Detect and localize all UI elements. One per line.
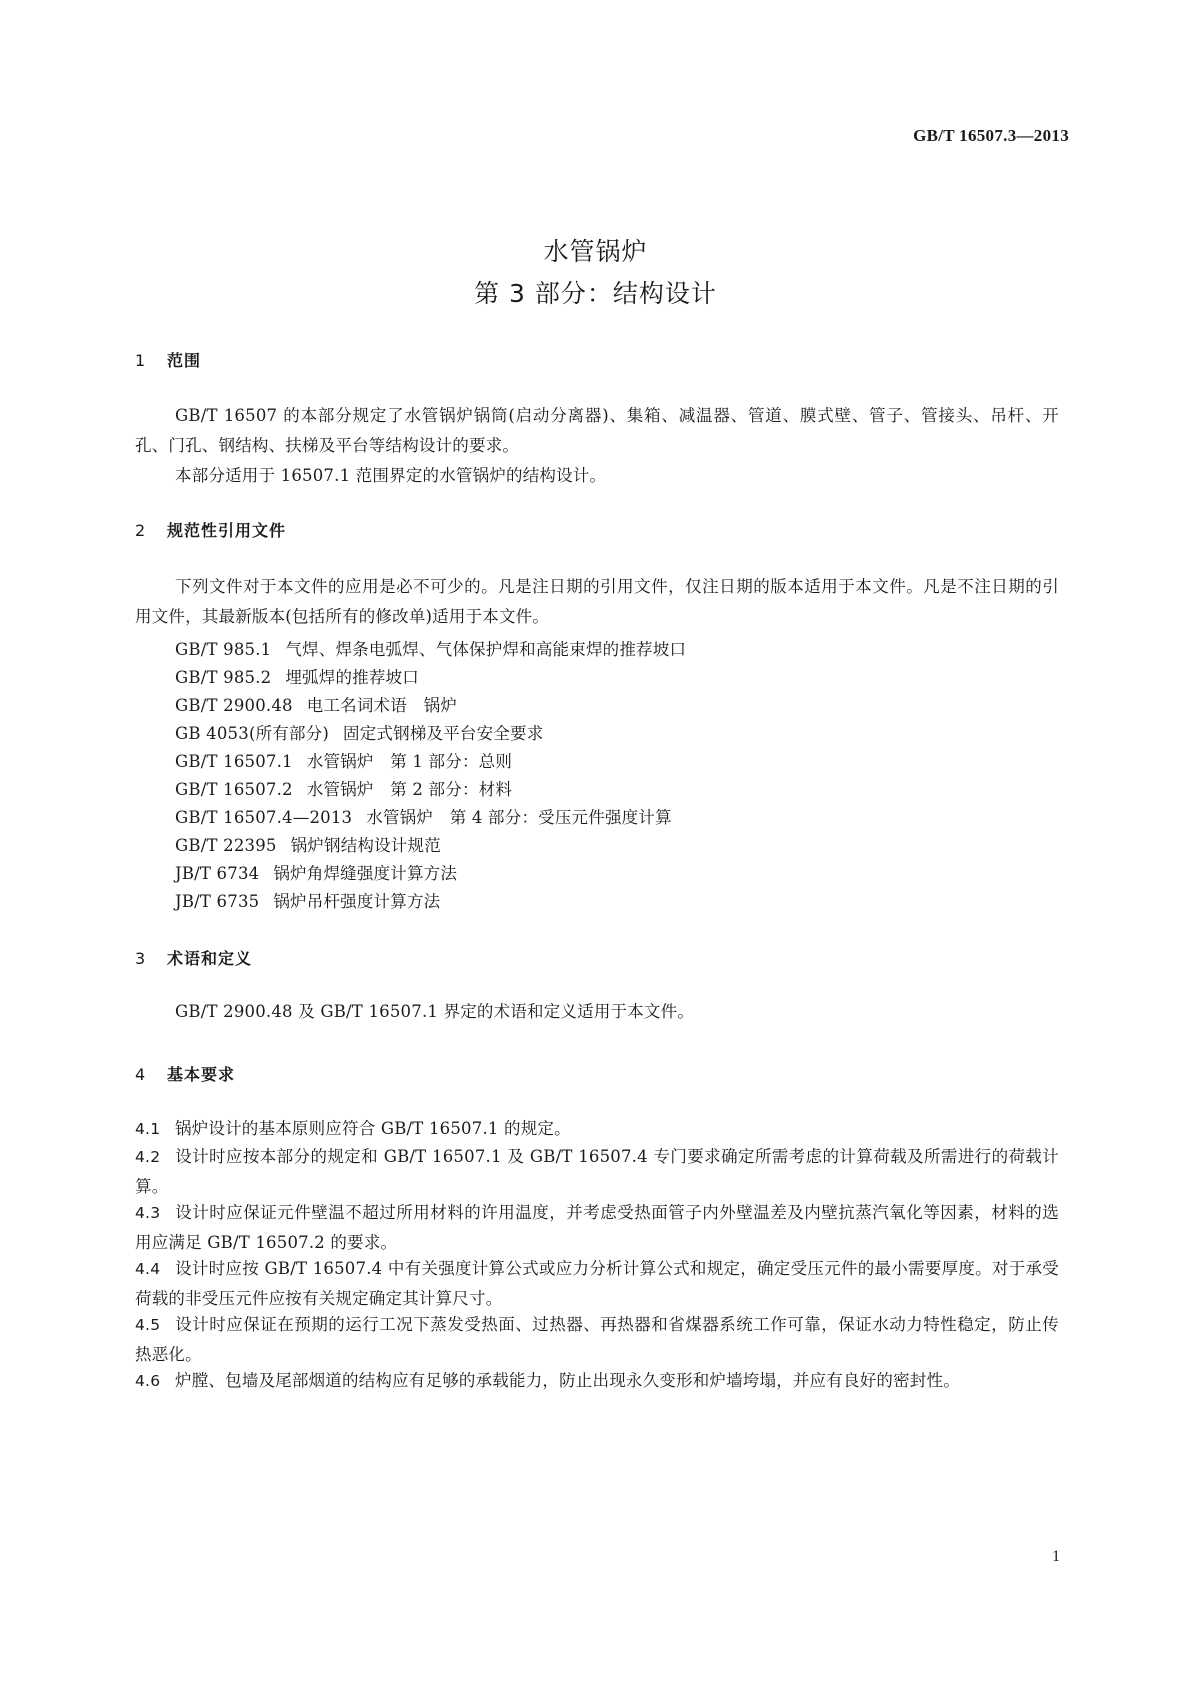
section-heading-terms: [135, 946, 252, 969]
section-title: 基本要求: [167, 1065, 236, 1084]
page-number: 1: [1052, 1548, 1060, 1565]
reference-code: GB/T 16507.2: [175, 780, 293, 799]
clause-text: 设计时应保证在预期的运行工况下蒸发受热面、过热器、再热器和省煤器系统工作可靠，保证水动力特性稳定，防止传热恶化。: [135, 1315, 1059, 1364]
clause-number: 4.2: [135, 1148, 161, 1166]
reference-item: [175, 832, 441, 856]
reference-code: GB 4053(所有部分): [175, 724, 330, 743]
clause-4-2: [135, 1142, 1059, 1202]
reference-item: [175, 860, 457, 884]
reference-item: [175, 664, 419, 688]
reference-name: 水管锅炉 第 1 部分：总则: [306, 752, 513, 771]
reference-code: GB/T 22395: [175, 836, 277, 855]
clause-4-5: [135, 1310, 1059, 1370]
clause-number: 4.6: [135, 1372, 161, 1390]
section-title: 范围: [167, 351, 202, 370]
clause-4-1: [135, 1114, 1059, 1144]
document-title: 水管锅炉: [543, 237, 648, 266]
reference-item: [175, 888, 440, 912]
reference-item: [175, 804, 672, 828]
clause-4-6: [135, 1366, 1059, 1396]
clause-text: 设计时应保证元件壁温不超过所用材料的许用温度，并考虑受热面管子内外壁温差及内壁抗蒸汽氧化等因素，材料的选用应满足 GB/T 16507.2 的要求。: [135, 1203, 1059, 1252]
reference-name: 固定式钢梯及平台安全要求: [343, 724, 544, 743]
reference-code: GB/T 985.2: [175, 668, 272, 687]
reference-name: 电工名词术语 锅炉: [306, 696, 458, 715]
reference-code: GB/T 985.1: [175, 640, 272, 659]
reference-code: GB/T 16507.4—2013: [175, 808, 353, 827]
clause-text: 设计时应按本部分的规定和 GB/T 16507.1 及 GB/T 16507.4 专门要求确定所需考虑的计算荷载及所需进行的荷载计算。: [135, 1147, 1059, 1196]
section-heading-basic-requirements: [135, 1062, 235, 1085]
clause-number: 4.5: [135, 1316, 161, 1334]
reference-name: 气焊、焊条电弧焊、气体保护焊和高能束焊的推荐坡口: [285, 640, 687, 659]
reference-name: 锅炉角焊缝强度计算方法: [273, 864, 458, 883]
section-title: 规范性引用文件: [167, 521, 287, 540]
clause-number: 4.1: [135, 1120, 161, 1138]
section-title: 术语和定义: [167, 949, 253, 968]
reference-name: 锅炉吊杆强度计算方法: [273, 892, 441, 911]
document-subtitle: 第 3 部分：结构设计: [474, 279, 717, 308]
clause-4-4: [135, 1254, 1059, 1314]
reference-item: [175, 720, 543, 744]
reference-code: GB/T 2900.48: [175, 696, 293, 715]
reference-name: 锅炉钢结构设计规范: [290, 836, 441, 855]
section-number: 2: [135, 521, 147, 540]
reference-name: 水管锅炉 第 2 部分：材料: [306, 780, 513, 799]
section-number: 4: [135, 1065, 147, 1084]
section-number: 1: [135, 351, 147, 370]
clause-text: 炉膛、包墙及尾部烟道的结构应有足够的承载能力，防止出现永久变形和炉墙垮塌，并应有良好的密封性。: [175, 1371, 960, 1390]
scope-paragraph-1: GB/T 16507 的本部分规定了水管锅炉锅筒(启动分离器)、集箱、减温器、管道、膜式壁、管子、管接头、吊杆、开孔、门孔、钢结构、扶梯及平台等结构设计的要求。: [135, 406, 1059, 455]
section-heading-references: [135, 518, 286, 541]
reference-code: JB/T 6734: [175, 864, 260, 883]
reference-code: JB/T 6735: [175, 892, 260, 911]
clause-text: 锅炉设计的基本原则应符合 GB/T 16507.1 的规定。: [175, 1119, 571, 1138]
reference-name: 埋弧焊的推荐坡口: [285, 668, 419, 687]
clause-text: 设计时应按 GB/T 16507.4 中有关强度计算公式或应力分析计算公式和规定，确定受压元件的最小需要厚度。对于承受荷载的非受压元件应按有关规定确定其计算尺寸。: [135, 1259, 1059, 1308]
section-heading-scope: [135, 348, 201, 371]
clause-number: 4.4: [135, 1260, 161, 1278]
reference-item: [175, 692, 457, 716]
standard-code: GB/T 16507.3—2013: [913, 126, 1069, 145]
reference-item: [175, 636, 686, 660]
reference-name: 水管锅炉 第 4 部分：受压元件强度计算: [366, 808, 672, 827]
terms-paragraph: GB/T 2900.48 及 GB/T 16507.1 界定的术语和定义适用于本文件。: [175, 1002, 695, 1021]
reference-code: GB/T 16507.1: [175, 752, 293, 771]
references-intro: 下列文件对于本文件的应用是必不可少的。凡是注日期的引用文件，仅注日期的版本适用于本文件。凡是不注日期的引用文件，其最新版本(包括所有的修改单)适用于本文件。: [135, 577, 1059, 626]
clause-4-3: [135, 1198, 1059, 1258]
reference-item: [175, 776, 512, 800]
section-number: 3: [135, 949, 147, 968]
clause-number: 4.3: [135, 1204, 161, 1222]
reference-item: [175, 748, 512, 772]
scope-paragraph-2: 本部分适用于 16507.1 范围界定的水管锅炉的结构设计。: [175, 466, 607, 485]
